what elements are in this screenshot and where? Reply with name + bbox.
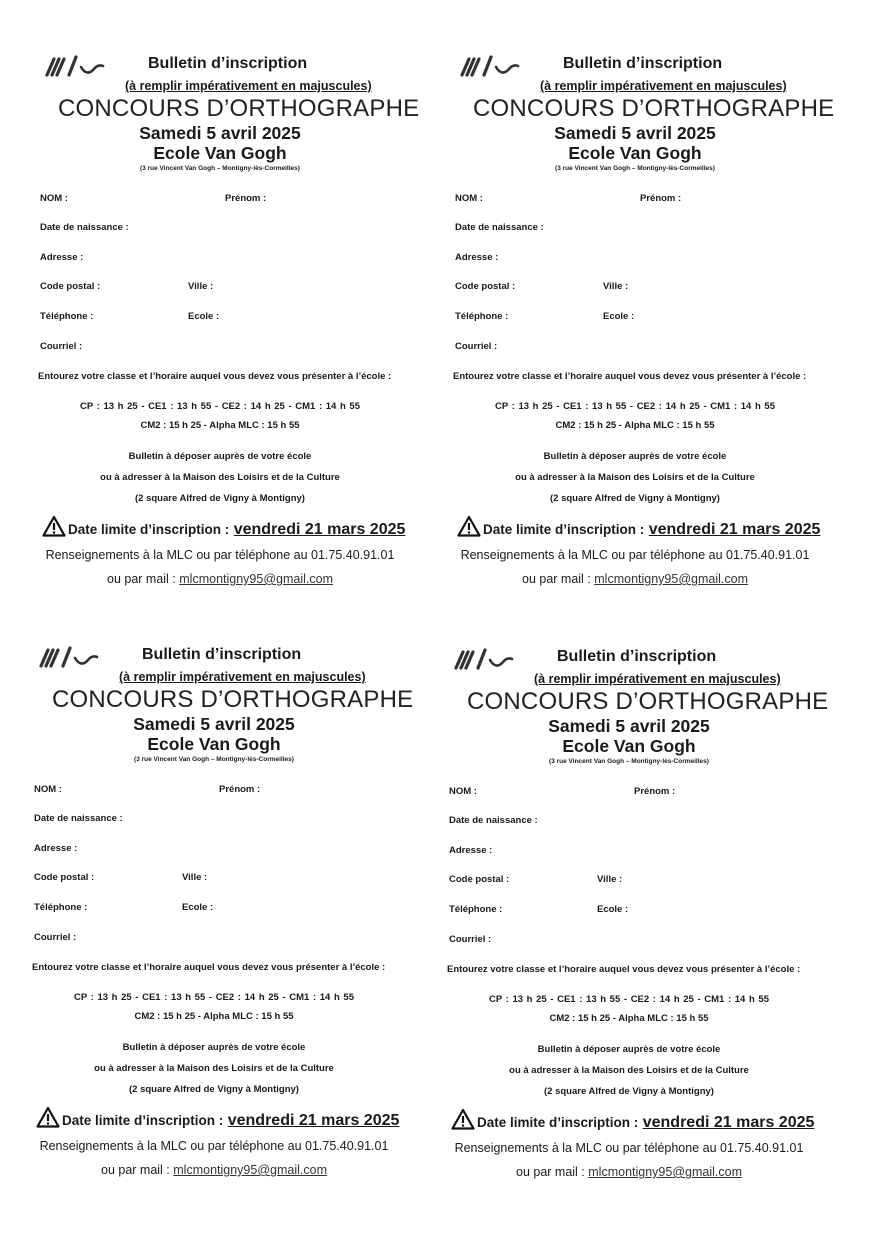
warning-triangle-icon bbox=[36, 1106, 60, 1128]
schedule-line-1: CP : 13 h 25 - CE1 : 13 h 55 - CE2 : 14 h 25 - CM1 : 14 h 55 bbox=[73, 992, 354, 1003]
instruction-text: Entourez votre classe et l’horaire auquel vous devez vous présenter à l’école : bbox=[38, 371, 392, 382]
warning-triangle-icon bbox=[42, 515, 66, 537]
school-address: (3 rue Vincent Van Gogh – Montigny-lès-Cormeilles) bbox=[549, 758, 709, 765]
field-date-naissance: Date de naissance : bbox=[449, 815, 538, 826]
field-telephone: Téléphone : bbox=[40, 311, 94, 322]
info-line: Renseignements à la MLC ou par téléphone au 01.75.40.91.01 bbox=[39, 1139, 389, 1153]
field-adresse: Adresse : bbox=[34, 843, 78, 854]
bulletin-title: Bulletin d’inscription bbox=[563, 55, 723, 72]
field-code-postal: Code postal : bbox=[449, 874, 510, 885]
mail-link[interactable]: mlcmontigny95@gmail.com bbox=[179, 572, 333, 586]
deposit-line-2: ou à adresser à la Maison des Loisirs et de la Culture bbox=[100, 472, 340, 483]
field-adresse: Adresse : bbox=[449, 845, 493, 856]
field-nom: NOM : bbox=[455, 193, 483, 204]
instruction-text: Entourez votre classe et l’horaire auquel vous devez vous présenter à l’école : bbox=[447, 964, 801, 975]
field-courriel: Courriel : bbox=[449, 934, 492, 945]
field-code-postal: Code postal : bbox=[40, 281, 101, 292]
contest-date: Samedi 5 avril 2025 bbox=[554, 123, 716, 143]
info-line: Renseignements à la MLC ou par téléphone au 01.75.40.91.01 bbox=[454, 1141, 804, 1155]
info-line: Renseignements à la MLC ou par téléphone au 01.75.40.91.01 bbox=[45, 548, 395, 562]
bulletin-title: Bulletin d’inscription bbox=[557, 648, 717, 665]
deposit-line-2: ou à adresser à la Maison des Loisirs et de la Culture bbox=[509, 1065, 749, 1076]
field-date-naissance: Date de naissance : bbox=[40, 222, 129, 233]
deposit-line-1: Bulletin à déposer auprès de votre école bbox=[128, 451, 312, 462]
deposit-line-3: (2 square Alfred de Vigny à Montigny) bbox=[129, 1084, 299, 1095]
bulletin-subtitle: (à remplir impérativement en majuscules) bbox=[534, 672, 781, 686]
field-telephone: Téléphone : bbox=[449, 904, 503, 915]
info-line: Renseignements à la MLC ou par téléphone au 01.75.40.91.01 bbox=[460, 548, 810, 562]
schedule-line-1: CP : 13 h 25 - CE1 : 13 h 55 - CE2 : 14 h 25 - CM1 : 14 h 55 bbox=[79, 401, 360, 412]
field-telephone: Téléphone : bbox=[455, 311, 509, 322]
school-address: (3 rue Vincent Van Gogh – Montigny-lès-Cormeilles) bbox=[555, 165, 715, 172]
mail-line bbox=[10, 572, 430, 586]
school-address: (3 rue Vincent Van Gogh – Montigny-lès-Cormeilles) bbox=[134, 756, 294, 763]
deadline-line bbox=[42, 515, 405, 539]
field-nom: NOM : bbox=[40, 193, 68, 204]
deadline-date: vendredi 21 mars 2025 bbox=[227, 1112, 400, 1129]
contest-name: CONCOURS D’ORTHOGRAPHE bbox=[473, 95, 835, 122]
schedule-line-1: CP : 13 h 25 - CE1 : 13 h 55 - CE2 : 14 h 25 - CM1 : 14 h 55 bbox=[494, 401, 775, 412]
contest-date: Samedi 5 avril 2025 bbox=[133, 714, 295, 734]
field-ecole: Ecole : bbox=[597, 904, 629, 915]
deposit-line-3: (2 square Alfred de Vigny à Montigny) bbox=[544, 1086, 714, 1097]
deposit-line-2: ou à adresser à la Maison des Loisirs et de la Culture bbox=[515, 472, 755, 483]
mail-link[interactable]: mlcmontigny95@gmail.com bbox=[173, 1163, 327, 1177]
instruction-text: Entourez votre classe et l’horaire auquel vous devez vous présenter à l’école : bbox=[32, 962, 386, 973]
contest-date: Samedi 5 avril 2025 bbox=[139, 123, 301, 143]
field-prenom: Prénom : bbox=[225, 193, 267, 204]
bulletin-subtitle: (à remplir impérativement en majuscules) bbox=[540, 79, 787, 93]
registration-coupon bbox=[425, 45, 845, 635]
school-name: Ecole Van Gogh bbox=[568, 143, 702, 163]
field-date-naissance: Date de naissance : bbox=[455, 222, 544, 233]
deposit-line-3: (2 square Alfred de Vigny à Montigny) bbox=[550, 493, 720, 504]
deadline-line bbox=[451, 1108, 814, 1132]
school-name: Ecole Van Gogh bbox=[562, 736, 696, 756]
mail-line bbox=[425, 572, 845, 586]
contest-name: CONCOURS D’ORTHOGRAPHE bbox=[52, 686, 414, 713]
contest-date: Samedi 5 avril 2025 bbox=[548, 716, 710, 736]
field-telephone: Téléphone : bbox=[34, 902, 88, 913]
registration-coupon bbox=[419, 638, 839, 1228]
contest-name: CONCOURS D’ORTHOGRAPHE bbox=[58, 95, 420, 122]
field-nom: NOM : bbox=[34, 784, 62, 795]
deadline-label: Date limite d’inscription : bbox=[62, 1113, 224, 1128]
mail-prefix: ou par mail : bbox=[522, 572, 591, 586]
contest-name: CONCOURS D’ORTHOGRAPHE bbox=[467, 688, 829, 715]
bulletin-title: Bulletin d’inscription bbox=[148, 55, 308, 72]
field-adresse: Adresse : bbox=[40, 252, 84, 263]
field-courriel: Courriel : bbox=[40, 341, 83, 352]
field-nom: NOM : bbox=[449, 786, 477, 797]
bulletin-title: Bulletin d’inscription bbox=[142, 646, 302, 663]
mail-link[interactable]: mlcmontigny95@gmail.com bbox=[594, 572, 748, 586]
deposit-line-1: Bulletin à déposer auprès de votre école bbox=[122, 1042, 306, 1053]
schedule-line-2: CM2 : 15 h 25 - Alpha MLC : 15 h 55 bbox=[549, 1013, 709, 1024]
schedule-line-2: CM2 : 15 h 25 - Alpha MLC : 15 h 55 bbox=[134, 1011, 294, 1022]
field-adresse: Adresse : bbox=[455, 252, 499, 263]
deposit-line-2: ou à adresser à la Maison des Loisirs et de la Culture bbox=[94, 1063, 334, 1074]
warning-triangle-icon bbox=[457, 515, 481, 537]
field-ville: Ville : bbox=[597, 874, 623, 885]
mlc-logo bbox=[44, 53, 106, 79]
deadline-date: vendredi 21 mars 2025 bbox=[648, 521, 821, 538]
mail-line bbox=[419, 1165, 839, 1179]
field-courriel: Courriel : bbox=[34, 932, 77, 943]
mlc-logo bbox=[459, 53, 521, 79]
mail-prefix: ou par mail : bbox=[107, 572, 176, 586]
warning-triangle-icon bbox=[451, 1108, 475, 1130]
field-ecole: Ecole : bbox=[182, 902, 214, 913]
field-ecole: Ecole : bbox=[603, 311, 635, 322]
school-name: Ecole Van Gogh bbox=[153, 143, 287, 163]
field-prenom: Prénom : bbox=[634, 786, 676, 797]
deadline-date: vendredi 21 mars 2025 bbox=[233, 521, 406, 538]
instruction-text: Entourez votre classe et l’horaire auquel vous devez vous présenter à l’école : bbox=[453, 371, 807, 382]
mlc-logo bbox=[453, 646, 515, 672]
deadline-line bbox=[36, 1106, 399, 1130]
school-name: Ecole Van Gogh bbox=[147, 734, 281, 754]
schedule-line-1: CP : 13 h 25 - CE1 : 13 h 55 - CE2 : 14 h 25 - CM1 : 14 h 55 bbox=[488, 994, 769, 1005]
schedule-line-2: CM2 : 15 h 25 - Alpha MLC : 15 h 55 bbox=[555, 420, 715, 431]
registration-coupon bbox=[10, 45, 430, 635]
field-courriel: Courriel : bbox=[455, 341, 498, 352]
mail-link[interactable]: mlcmontigny95@gmail.com bbox=[588, 1165, 742, 1179]
deadline-line bbox=[457, 515, 820, 539]
deadline-label: Date limite d’inscription : bbox=[68, 522, 230, 537]
deposit-line-1: Bulletin à déposer auprès de votre école bbox=[537, 1044, 721, 1055]
school-address: (3 rue Vincent Van Gogh – Montigny-lès-Cormeilles) bbox=[140, 165, 300, 172]
deposit-line-1: Bulletin à déposer auprès de votre école bbox=[543, 451, 727, 462]
deadline-label: Date limite d’inscription : bbox=[483, 522, 645, 537]
field-code-postal: Code postal : bbox=[455, 281, 516, 292]
field-date-naissance: Date de naissance : bbox=[34, 813, 123, 824]
deposit-line-3: (2 square Alfred de Vigny à Montigny) bbox=[135, 493, 305, 504]
field-prenom: Prénom : bbox=[640, 193, 682, 204]
registration-coupon bbox=[4, 636, 424, 1226]
field-prenom: Prénom : bbox=[219, 784, 261, 795]
mail-line bbox=[4, 1163, 424, 1177]
bulletin-subtitle: (à remplir impérativement en majuscules) bbox=[125, 79, 372, 93]
mail-prefix: ou par mail : bbox=[516, 1165, 585, 1179]
mail-prefix: ou par mail : bbox=[101, 1163, 170, 1177]
bulletin-subtitle: (à remplir impérativement en majuscules) bbox=[119, 670, 366, 684]
deadline-label: Date limite d’inscription : bbox=[477, 1115, 639, 1130]
field-ville: Ville : bbox=[182, 872, 208, 883]
schedule-line-2: CM2 : 15 h 25 - Alpha MLC : 15 h 55 bbox=[140, 420, 300, 431]
field-code-postal: Code postal : bbox=[34, 872, 95, 883]
field-ville: Ville : bbox=[188, 281, 214, 292]
mlc-logo bbox=[38, 644, 100, 670]
deadline-date: vendredi 21 mars 2025 bbox=[642, 1114, 815, 1131]
field-ville: Ville : bbox=[603, 281, 629, 292]
field-ecole: Ecole : bbox=[188, 311, 220, 322]
